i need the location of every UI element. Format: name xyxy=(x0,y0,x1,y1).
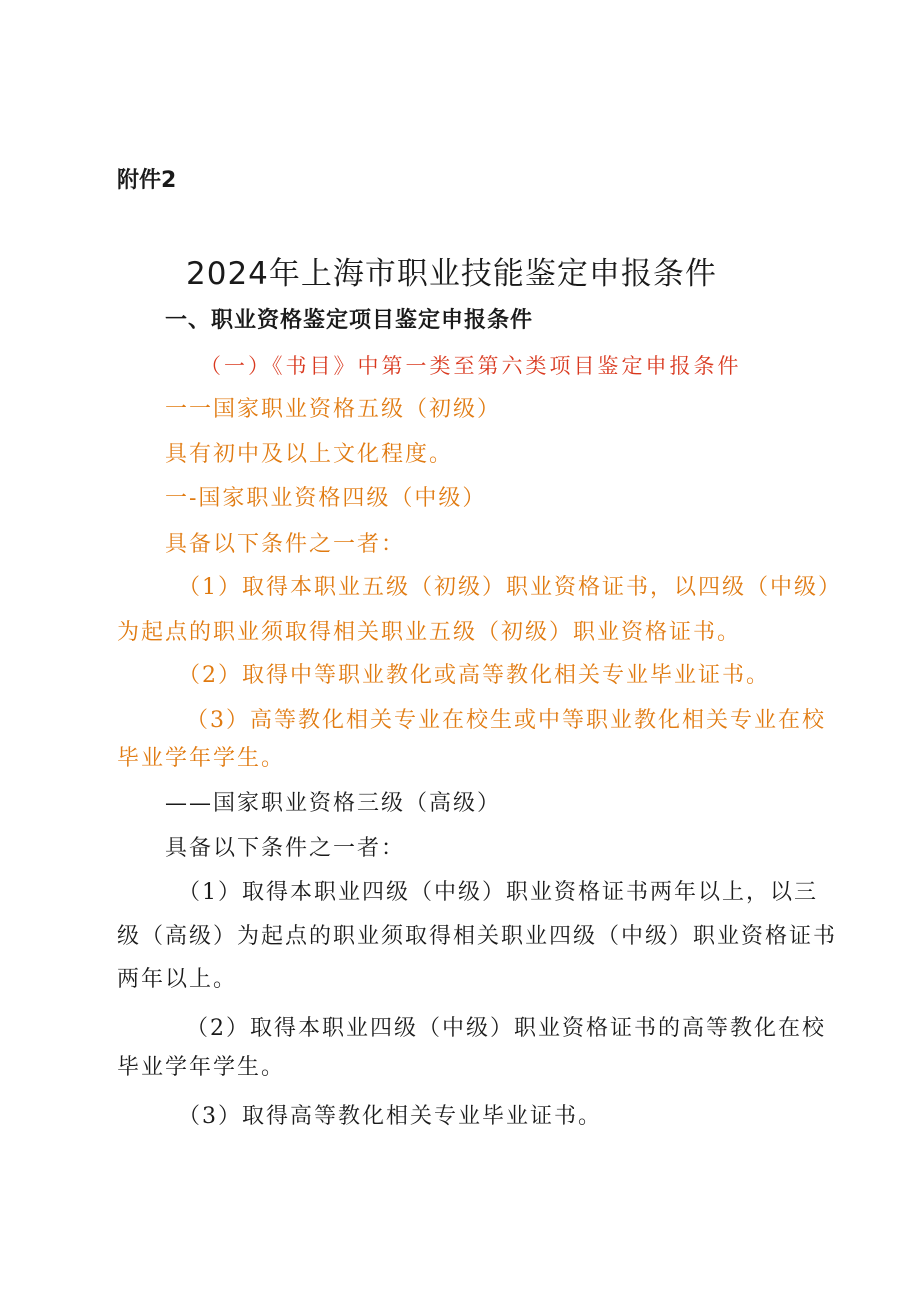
level3-requirement: 具备以下条件之一者： xyxy=(165,836,406,861)
level4-requirement: 具备以下条件之一者： xyxy=(165,532,406,557)
level4-condition-1-line-1: （1）取得本职业五级（初级）职业资格证书，以四级（中级） xyxy=(178,575,842,600)
level4-condition-1-line-2: 为起点的职业须取得相关职业五级（初级）职业资格证书。 xyxy=(117,620,742,645)
level3-condition-1-line-3: 两年以上。 xyxy=(117,967,238,992)
level5-heading: 一一国家职业资格五级（初级） xyxy=(165,397,502,422)
level5-requirement: 具有初中及以上文化程度。 xyxy=(165,442,454,467)
subsection-heading-1: （一）《书目》中第一类至第六类项目鉴定申报条件 xyxy=(200,354,742,378)
level3-heading: ——国家职业资格三级（高级） xyxy=(165,791,502,816)
level3-condition-1-line-2: 级（高级）为起点的职业须取得相关职业四级（中级）职业资格证书 xyxy=(117,924,838,949)
attachment-label: 附件2 xyxy=(117,168,177,193)
level3-condition-2-line-1: （2）取得本职业四级（中级）职业资格证书的高等教化在校 xyxy=(186,1016,826,1041)
document-title: 2024年上海市职业技能鉴定申报条件 xyxy=(186,256,717,292)
level3-condition-2-line-2: 毕业学年学生。 xyxy=(117,1055,286,1080)
level3-condition-3: （3）取得高等教化相关专业毕业证书。 xyxy=(178,1104,602,1129)
level4-condition-2: （2）取得中等职业教化或高等教化相关专业毕业证书。 xyxy=(178,663,770,688)
section-heading-1: 一、职业资格鉴定项目鉴定申报条件 xyxy=(165,308,534,333)
level4-condition-3-line-2: 毕业学年学生。 xyxy=(117,746,286,771)
level4-heading: 一-国家职业资格四级（中级） xyxy=(165,486,487,511)
level3-condition-1-line-1: （1）取得本职业四级（中级）职业资格证书两年以上，以三 xyxy=(178,880,818,905)
level4-condition-3-line-1: （3）高等教化相关专业在校生或中等职业教化相关专业在校 xyxy=(186,708,826,733)
